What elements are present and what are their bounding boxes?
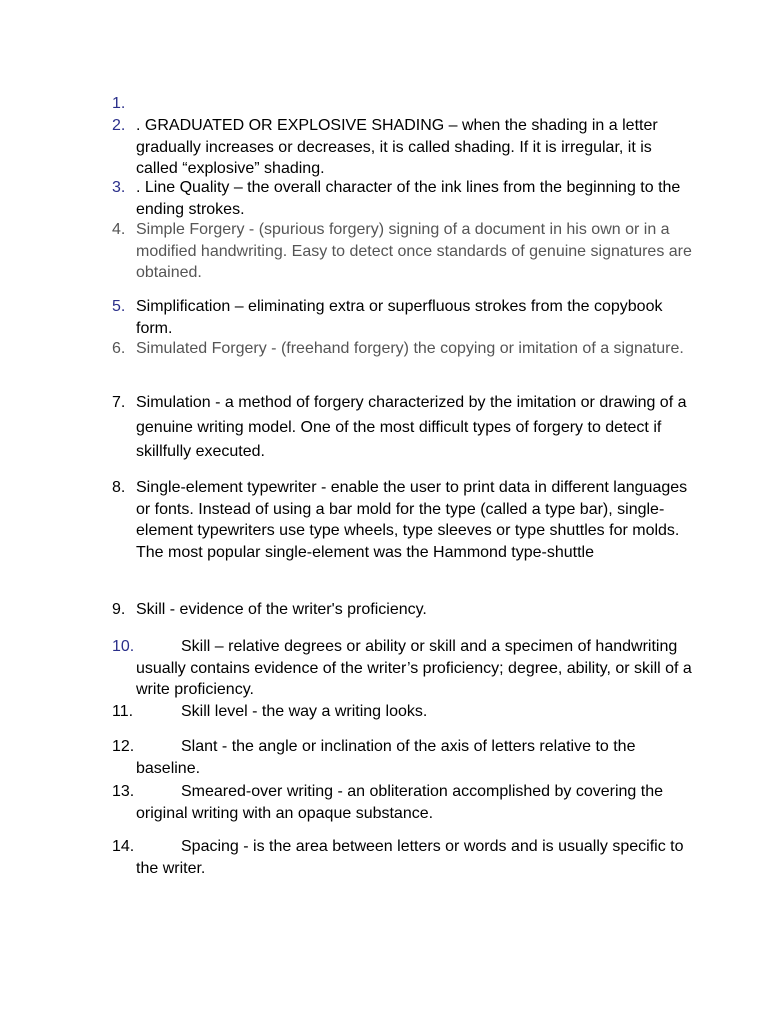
item-text: Simple Forgery - (spurious forgery) signing of a document in his own or in a modified handwriting. Easy to detect once standards of genuine signatures are obtained. bbox=[136, 221, 692, 281]
item-number: 14. bbox=[112, 838, 135, 855]
item-text: Smeared-over writing - an obliteration accomplished by covering the original writing with an opaque substance. bbox=[136, 783, 664, 822]
list-item bbox=[112, 219, 692, 284]
item-text: Simulation - a method of forgery characterized by the imitation or drawing of a genuine writing model. One of the most difficult types of forgery to detect if skillfully executed. bbox=[136, 394, 687, 460]
item-number: 9. bbox=[112, 601, 126, 618]
list-item bbox=[112, 338, 692, 360]
list-item bbox=[112, 391, 692, 465]
item-number: 5. bbox=[112, 298, 126, 315]
item-text: Simplification – eliminating extra or superfluous strokes from the copybook form. bbox=[136, 298, 663, 337]
item-text: . GRADUATED OR EXPLOSIVE SHADING – when the shading in a letter gradually increases or decreases, it is called shading. If it is irregular, it is called “explosive” shading. bbox=[136, 117, 658, 177]
item-number: 6. bbox=[112, 340, 126, 357]
list-item bbox=[112, 477, 692, 563]
item-number: 11. bbox=[112, 703, 134, 720]
list-item bbox=[112, 177, 692, 220]
item-text: Skill level - the way a writing looks. bbox=[181, 703, 428, 720]
item-number: 13. bbox=[112, 783, 135, 800]
item-number: 3. bbox=[112, 179, 126, 196]
item-text: . Line Quality – the overall character of the ink lines from the beginning to the ending strokes. bbox=[136, 179, 681, 218]
item-number: 12. bbox=[112, 738, 135, 755]
item-text: Simulated Forgery - (freehand forgery) the copying or imitation of a signature. bbox=[136, 340, 684, 357]
item-text: Skill – relative degrees or ability or skill and a specimen of handwriting usually contains evidence of the writer’s proficiency; degree, ability, or skill of a write proficiency. bbox=[136, 638, 692, 698]
item-text: Single-element typewriter - enable the user to print data in different languages or fonts. Instead of using a bar mold for the type (called a type bar), single-element typewriters use type wheels, type sleeves or type shuttles for molds. The most popular single-element was the Hammond type-shuttle bbox=[136, 479, 688, 561]
item-number: 2. bbox=[112, 117, 126, 134]
list-item bbox=[112, 599, 692, 621]
list-item bbox=[112, 636, 692, 701]
item-text: Spacing - is the area between letters or words and is usually specific to the writer. bbox=[136, 838, 684, 877]
list-item bbox=[112, 115, 692, 180]
item-number: 7. bbox=[112, 394, 126, 411]
list-item bbox=[112, 701, 692, 723]
list-item bbox=[112, 781, 692, 824]
item-number: 4. bbox=[112, 221, 126, 238]
list-item bbox=[112, 296, 692, 339]
list-item bbox=[112, 736, 692, 779]
item-number: 10. bbox=[112, 638, 135, 655]
item-number: 8. bbox=[112, 479, 126, 496]
item-text: Skill - evidence of the writer's proficiency. bbox=[136, 601, 427, 618]
list-item bbox=[112, 836, 692, 879]
item-number: 1. bbox=[112, 95, 126, 112]
item-text: Slant - the angle or inclination of the axis of letters relative to the baseline. bbox=[136, 738, 636, 777]
